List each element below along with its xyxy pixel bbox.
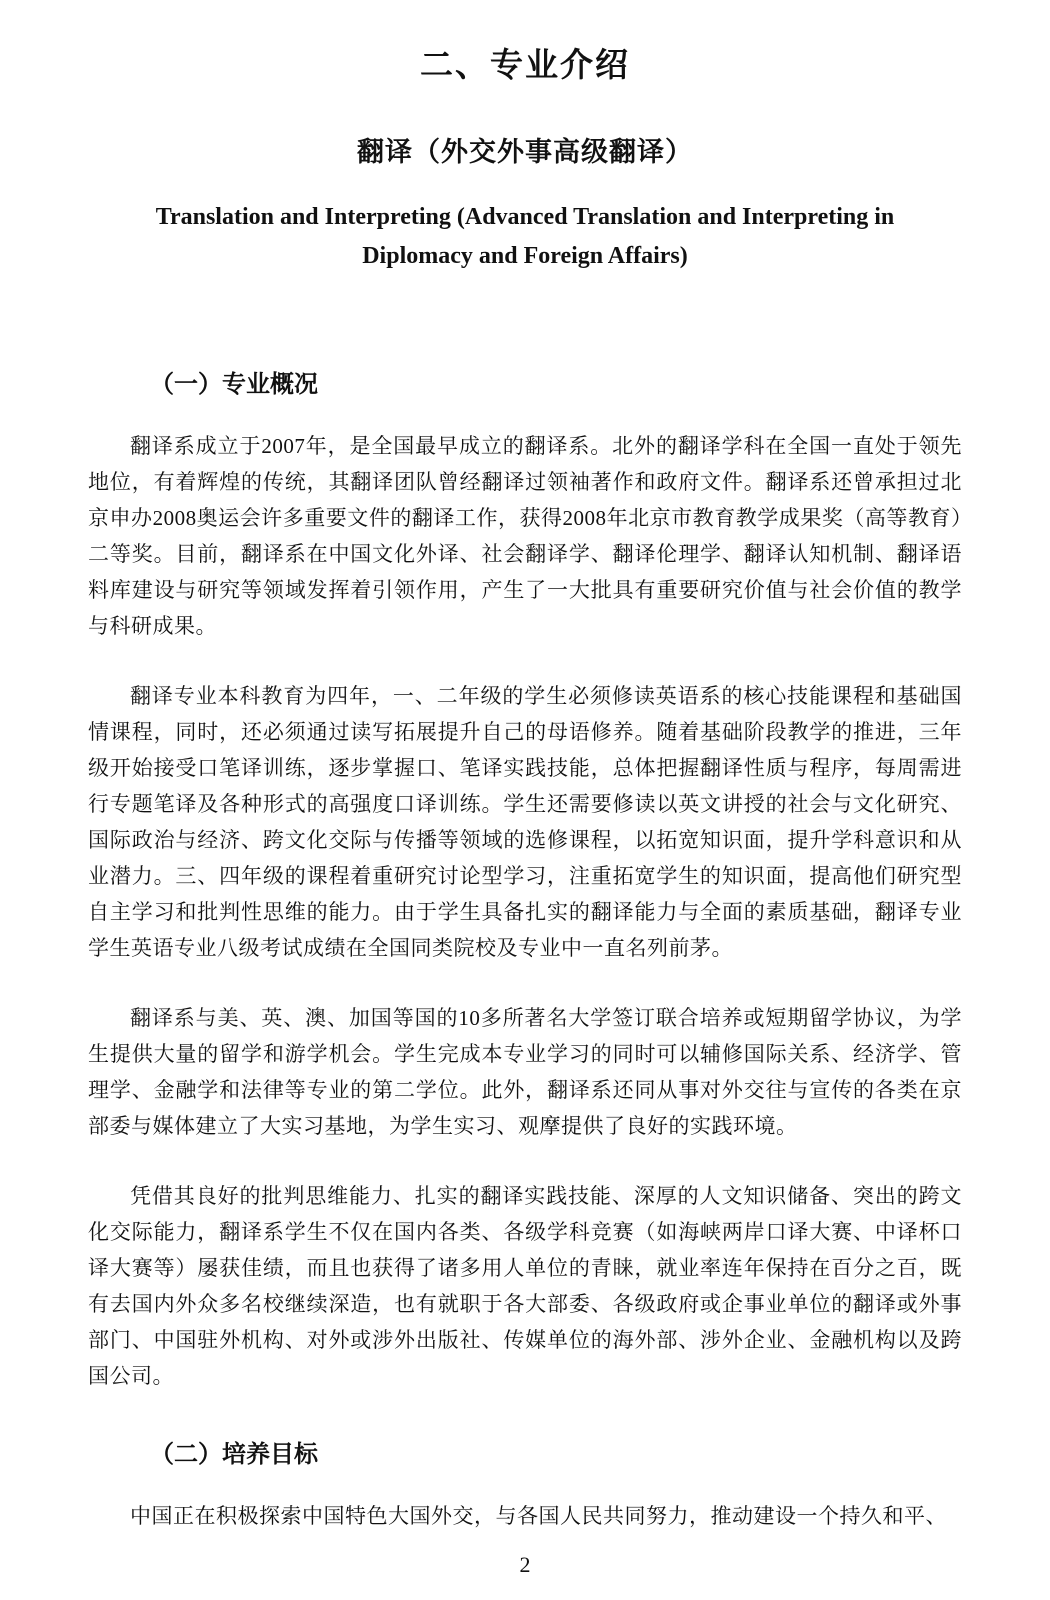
overview-paragraph-4: 凭借其良好的批判思维能力、扎实的翻译实践技能、深厚的人文知识储备、突出的跨文化交际能力，翻译系学生不仅在国内各类、各级学科竞赛（如海峡两岸口译大赛、中译杯口译大赛等）屡获佳绩，而且也获得了诸多用人单位的青睐，就业率连年保持在百分之百，既有去国内外众多名校继续深造，也有就职于各大部委、各级政府或企事业单位的翻译或外事部门、中国驻外机构、对外或涉外出版社、传媒单位的海外部、涉外企业、金融机构以及跨国公司。 [88,1184,962,1388]
page-number: 2 [519,1552,531,1577]
training-objectives-paragraph-1: 中国正在积极探索中国特色大国外交，与各国人民共同努力，推动建设一个持久和平、 [130,1504,947,1528]
section-overview-heading: （一）专业概况 [150,371,318,398]
program-title-english-line2: Diplomacy and Foreign Affairs) [362,243,688,269]
program-title-english [88,198,962,276]
program-title-chinese: 翻译（外交外事高级翻译） [357,137,693,167]
overview-paragraph-1: 翻译系成立于2007年，是全国最早成立的翻译系。北外的翻译学科在全国一直处于领先地位，有着辉煌的传统，其翻译团队曾经翻译过领袖著作和政府文件。翻译系还曾承担过北京申办2008奥运会许多重要文件的翻译工作，获得2008年北京市教育教学成果奖（高等教育）二等奖。目前，翻译系在中国文化外译、社会翻译学、翻译伦理学、翻译认知机制、翻译语料库建设与研究等领域发挥着引领作用，产生了一大批具有重要研究价值与社会价值的教学与科研成果。 [88,434,962,638]
overview-paragraph-3: 翻译系与美、英、澳、加国等国的10多所著名大学签订联合培养或短期留学协议，为学生提供大量的留学和游学机会。学生完成本专业学习的同时可以辅修国际关系、经济学、管理学、金融学和法律等专业的第二学位。此外，翻译系还同从事对外交往与宣传的各类在京部委与媒体建立了大实习基地，为学生实习、观摩提供了良好的实践环境。 [88,1006,962,1138]
program-title-english-line1: Translation and Interpreting (Advanced Translation and Interpreting in [155,204,895,230]
section-training-objectives-heading: （二）培养目标 [150,1441,318,1468]
overview-paragraph-2: 翻译专业本科教育为四年，一、二年级的学生必须修读英语系的核心技能课程和基础国情课程，同时，还必须通过读写拓展提升自己的母语修养。随着基础阶段教学的推进，三年级开始接受口笔译训练，逐步掌握口、笔译实践技能，总体把握翻译性质与程序，每周需进行专题笔译及各种形式的高强度口译训练。学生还需要修读以英文讲授的社会与文化研究、国际政治与经济、跨文化交际与传播等领域的选修课程，以拓宽知识面，提升学科意识和从业潜力。三、四年级的课程着重研究讨论型学习，注重拓宽学生的知识面，提高他们研究型自主学习和批判性思维的能力。由于学生具备扎实的翻译能力与全面的素质基础，翻译专业学生英语专业八级考试成绩在全国同类院校及专业中一直名列前茅。 [88,684,962,960]
page-title: 二、专业介绍 [420,46,630,83]
section-training-objectives [88,1438,962,1534]
section-overview [88,368,962,1394]
